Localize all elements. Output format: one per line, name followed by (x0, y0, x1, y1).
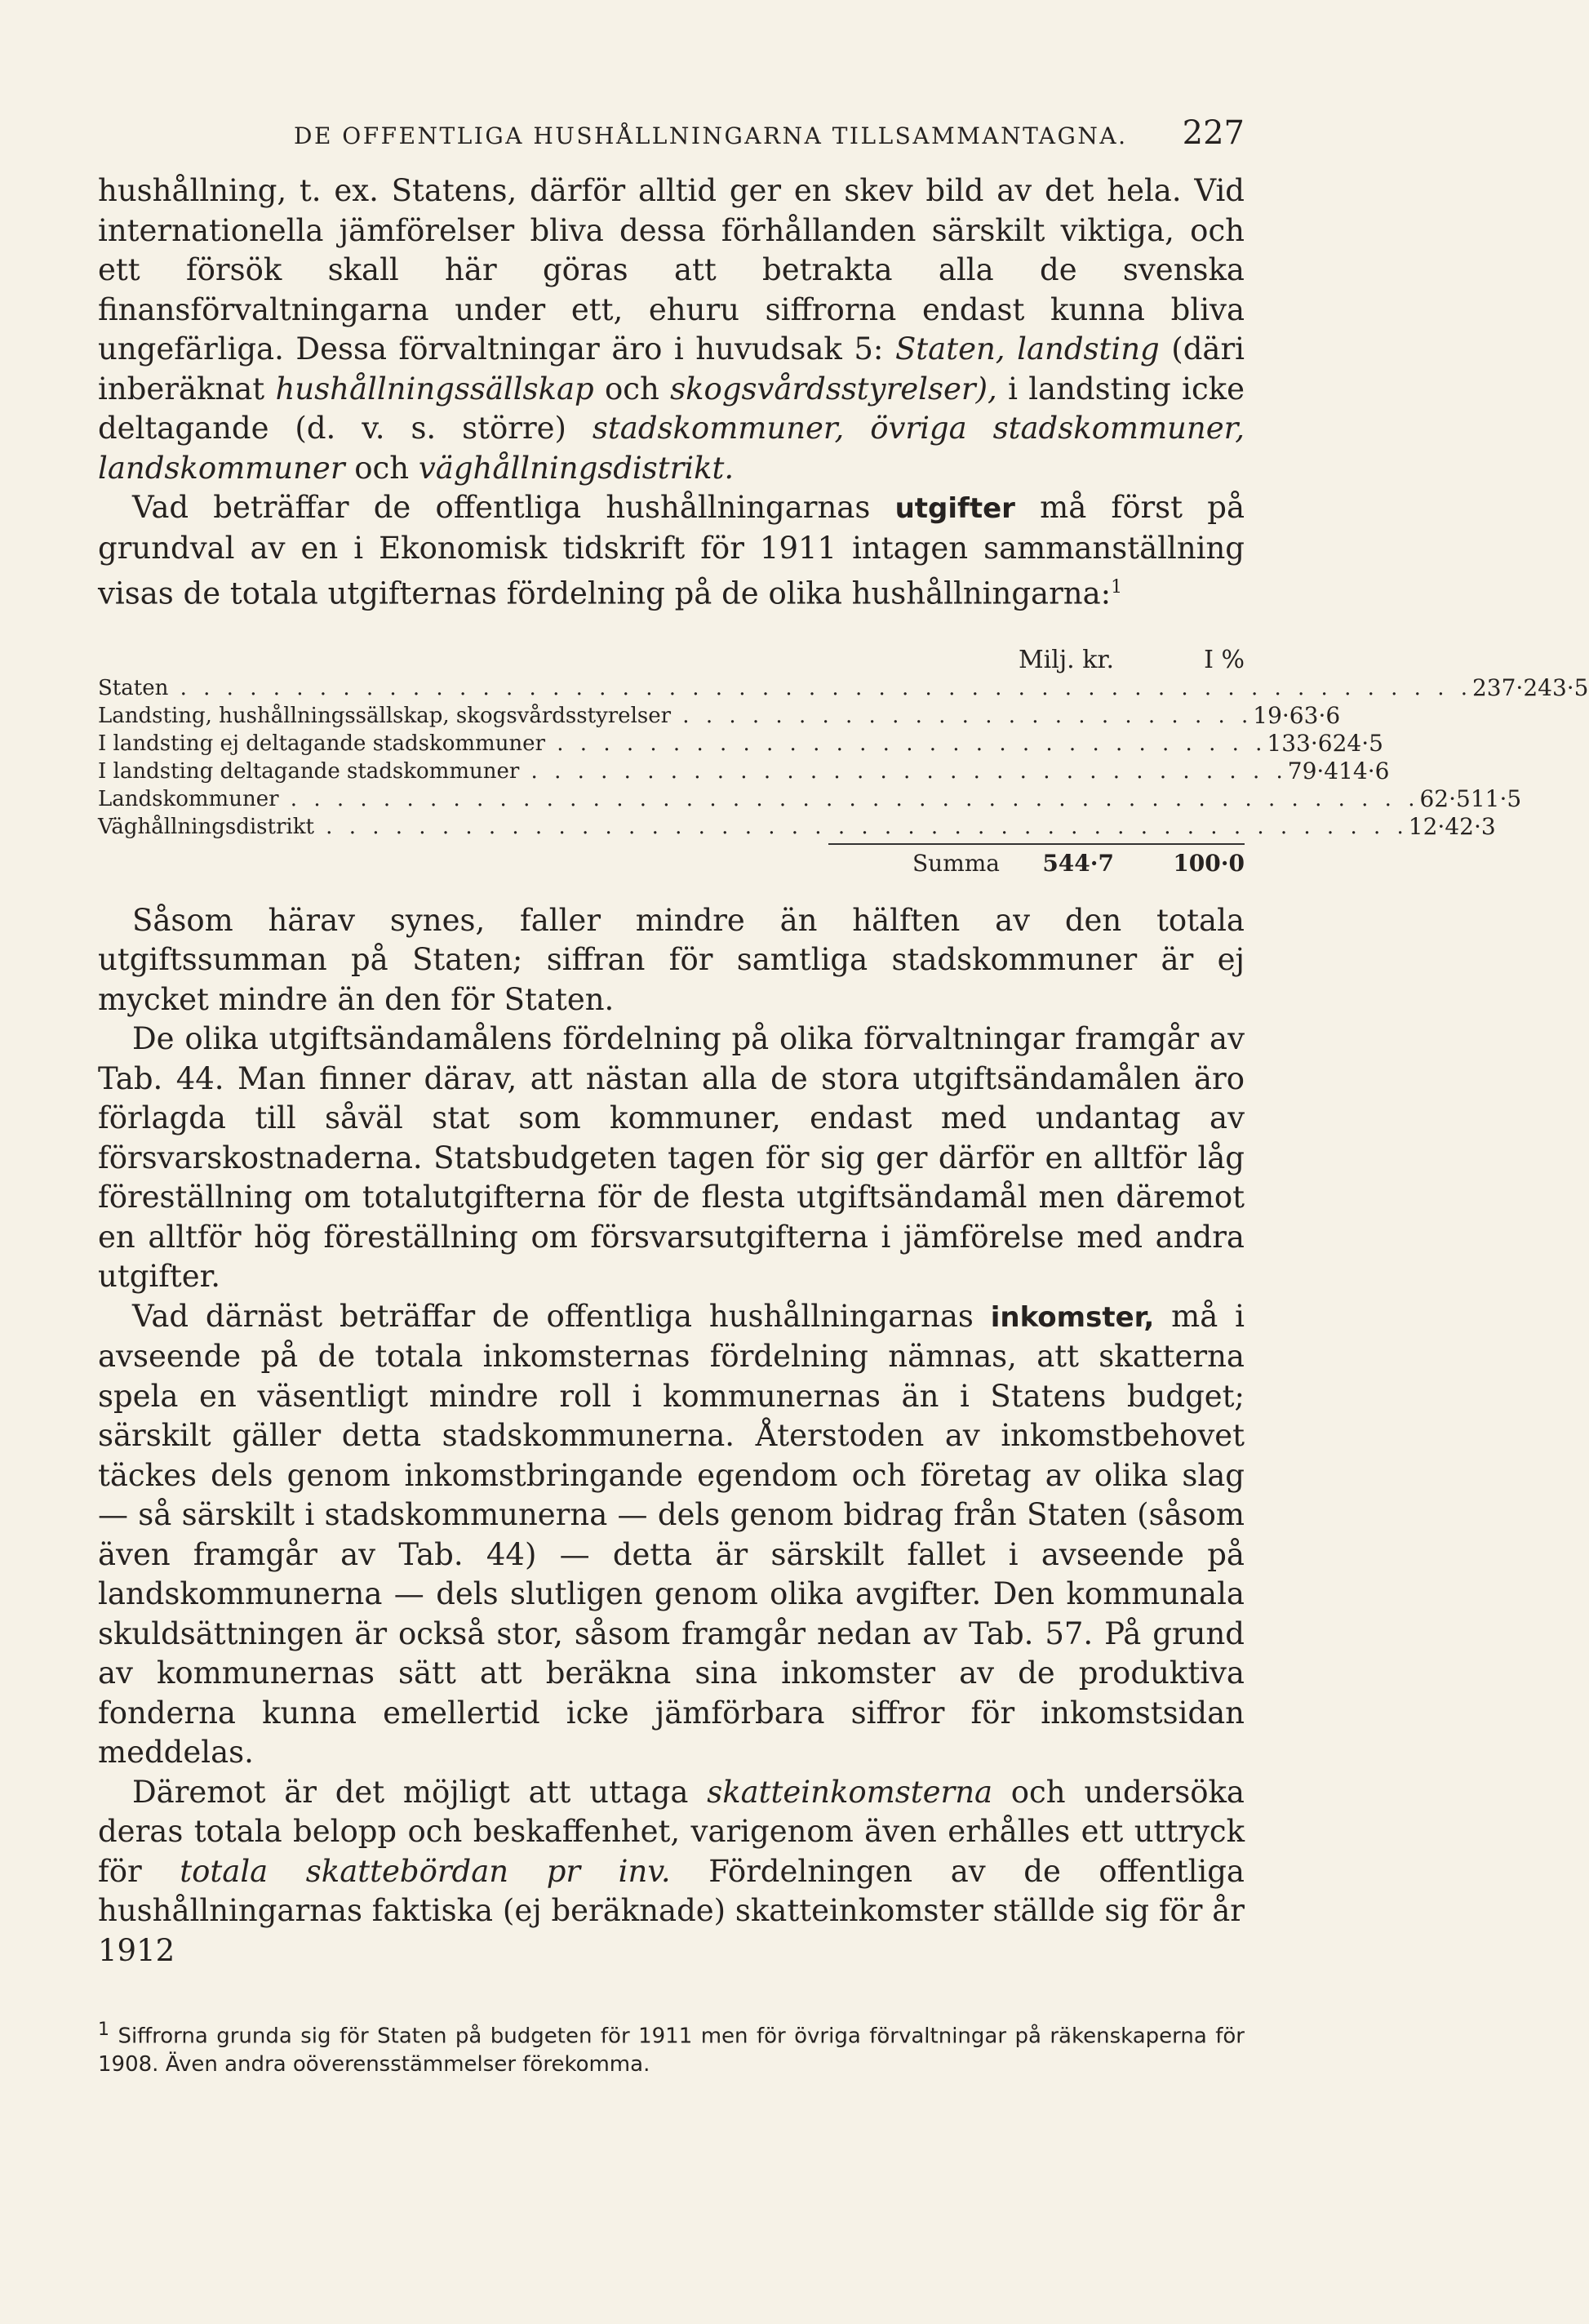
row-milj: 12·4 (1408, 813, 1460, 841)
page-header (98, 114, 1245, 171)
row-label-text: Väghållningsdistrikt (98, 814, 314, 839)
paragraph-6 (98, 1773, 1245, 1971)
text-run: hushållning, t. ex. Statens, därför alltid ger en skev bild av det hela. Vid internationella jämförelser bliva dessa förhållanden särskilt viktiga, och ett försök skall här göras att betrakta alla de svenska finansförvaltningarna under ett, ehuru siffrorna endast kunna bliva ungefärliga. Dessa förvaltningar äro i huvudsak 5: (98, 173, 1245, 367)
row-pct: 2·3 (1459, 813, 1496, 841)
leader-dots: . . . . . . . . . . . . . . . . . . . . . . . . . . . . . . . (545, 731, 1267, 756)
sum-block (828, 843, 1245, 877)
col-milj-header: Milj. kr. (1018, 645, 1114, 674)
sum-milj: 544·7 (1042, 850, 1114, 878)
paragraph-4: De olika utgiftsändamålens fördelning på olika förvaltningar framgår av Tab. 44. Man finner därav, att nästan alla de stora utgiftsändamålen äro förlagda till såväl stat som kommuner, endast med undantag av försvarskostnaderna. Statsbudgeten tagen för sig ger därför en alltför låg föreställning om totalutgifterna för de flesta utgiftsändamål men däremot en alltför hög föreställning om försvarsutgifterna i jämförelse med andra utgifter. (98, 1021, 1245, 1295)
row-pct: 3·6 (1303, 702, 1341, 730)
italic-run: skatteinkomsterna (707, 1774, 993, 1810)
italic-run: skogsvårdsstyrelser), (670, 371, 997, 407)
sum-pct: 100·0 (1173, 850, 1245, 878)
row-label-text: Landsting, hushållningssällskap, skogsvårdsstyrelser (98, 703, 672, 728)
row-milj: 79·4 (1287, 758, 1339, 785)
leader-dots: . . . . . . . . . . . . . . . . . . . . . . . . . (671, 703, 1254, 728)
paragraph-1 (98, 171, 1245, 488)
table-row (98, 702, 1341, 730)
row-pct: 14·6 (1338, 758, 1390, 785)
footnote (98, 2016, 1245, 2078)
text-run: må i avseende på de totala inkomsternas fördelning nämnas, att skatterna spela en väsentligt mindre roll i kommunernas än i Statens budget; särskilt gäller detta stadskommunerna. Återstoden av inkomstbehovet täckes dels genom inkomstbringande egendom och företag av olika slag — så särskilt i stadskommunerna — dels genom bidrag från Staten (såsom även framgår av Tab. 44) — detta är särskilt fallet i avseende på landskommunerna — dels slutligen genom olika avgifter. Den kommunala skuldsättningen är också stor, såsom framgår nedan av Tab. 57. På grund av kommunernas sätt att beräkna sina inkomster av de produktiva fonderna kunna emellertid icke jämförbara siffror för inkomstsidan meddelas. (98, 1298, 1245, 1771)
row-pct: 24·5 (1332, 730, 1383, 758)
paragraph-3: Såsom härav synes, faller mindre än hälften av den totala utgiftssumman på Staten; siffran för samtliga stadskommuner är ej mycket mindre än den för Staten. (98, 902, 1245, 1017)
paragraph-2 (98, 488, 1245, 614)
table-sum-row (98, 841, 1245, 880)
italic-run: Staten, landsting (894, 331, 1160, 367)
row-label (98, 759, 1288, 784)
row-milj: 19·6 (1253, 702, 1304, 730)
row-pct: 43·5 (1538, 674, 1589, 702)
text-run: Fördelningen av de offentliga hushållningarnas faktiska (ej beräknade) skatteinkomster ställde sig för år 1912 (98, 1853, 1245, 1968)
text-run: och (344, 450, 419, 486)
page-body (98, 114, 1589, 1971)
row-label (98, 815, 1409, 839)
text-run: och (593, 371, 671, 407)
text-run: må först på grundval av en i Ekonomisk tidskrift för 1911 intagen sammanställning visas de totala utgifternas fördelning på de olika hushållningarna: (98, 490, 1245, 611)
leader-dots: . . . . . . . . . . . . . . . . . . . . . . . . . . . . . . . . . . . . . . . . . . . . . . . . . . . . . . . . (168, 675, 1472, 700)
italic-run: väghållningsdistrikt. (418, 450, 735, 486)
page-number: 227 (1182, 114, 1245, 152)
row-label-text: Staten (98, 675, 169, 700)
row-label (98, 731, 1267, 756)
col-pct-header: I % (1204, 645, 1245, 674)
bold-run: utgifter (894, 492, 1015, 525)
italic-run: hushållningssällskap (275, 371, 594, 407)
text-run: i landsting icke deltagande (d. v. s. större) (98, 371, 1245, 446)
running-head: DE OFFENTLIGA HUSHÅLLNINGARNA TILLSAMMANTAGNA. (294, 122, 1128, 149)
row-label (98, 787, 1419, 811)
row-milj: 62·5 (1419, 785, 1471, 813)
sum-label: Summa (912, 850, 1000, 878)
footnote-ref: 1 (1111, 577, 1123, 598)
italic-run: stadskommuner, övriga stadskommuner, landskommuner (98, 411, 1245, 486)
table-row (98, 674, 1589, 702)
text-run: (däri inberäknat (98, 331, 1245, 407)
paragraph-5 (98, 1297, 1245, 1773)
leader-dots: . . . . . . . . . . . . . . . . . . . . . . . . . . . . . . . . . (519, 758, 1288, 784)
row-milj: 133·6 (1267, 730, 1333, 758)
table-row (98, 813, 1496, 841)
row-label-text: I landsting deltagande stadskommuner (98, 758, 520, 784)
leader-dots: . . . . . . . . . . . . . . . . . . . . . . . . . . . . . . . . . . . . . . . . . . . . . . . (313, 814, 1409, 839)
text-run: Vad därnäst beträffar de offentliga hushållningarnas (132, 1298, 991, 1334)
row-milj: 237·2 (1471, 674, 1538, 702)
bold-run: inkomster, (990, 1300, 1155, 1334)
italic-run: totala skattebördan pr inv. (180, 1853, 671, 1889)
text-run: och undersöka deras totala belopp och beskaffenhet, varigenom även erhålles ett uttryck för (98, 1774, 1245, 1889)
leader-dots: . . . . . . . . . . . . . . . . . . . . . . . . . . . . . . . . . . . . . . . . . . . . . . . . . (278, 786, 1420, 811)
text-run: Däremot är det möjligt att uttaga (132, 1774, 708, 1810)
table-header (98, 638, 1245, 674)
table-row (98, 758, 1390, 785)
expenditure-table (98, 638, 1589, 880)
table-row (98, 730, 1383, 758)
row-label (98, 704, 1253, 728)
row-label (98, 676, 1472, 700)
row-label-text: Landskommuner (98, 786, 279, 811)
footnote-text: Siffrorna grunda sig för Staten på budgeten för 1911 men för övriga förvaltningar på räkenskaperna för 1908. Även andra oöverensstämmelser förekomma. (98, 2024, 1245, 2077)
text-run: Vad beträffar de offentliga hushållningarnas (132, 490, 895, 525)
table-row (98, 785, 1522, 813)
row-pct: 11·5 (1470, 785, 1522, 813)
row-label-text: I landsting ej deltagande stadskommuner (98, 731, 545, 756)
footnote-marker: 1 (98, 2020, 109, 2040)
